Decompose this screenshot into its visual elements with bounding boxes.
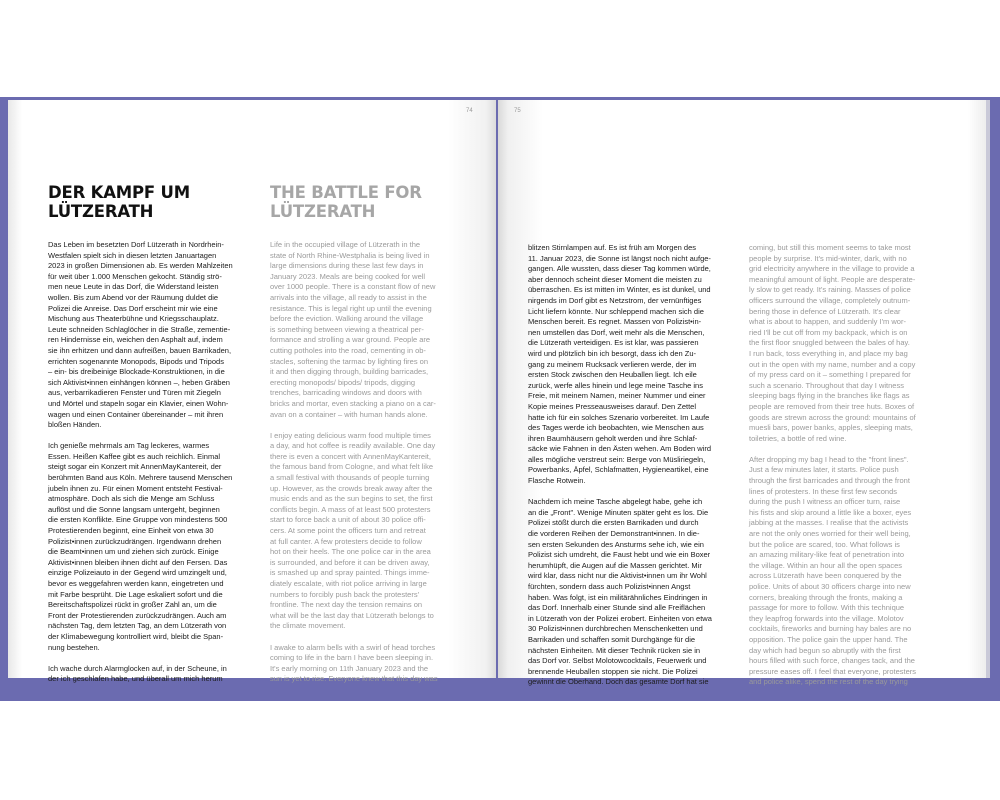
right-page bbox=[498, 100, 987, 687]
title-german: DER KAMPF UM LÜTZERATH bbox=[48, 183, 190, 221]
left-page bbox=[8, 100, 496, 684]
german-text-column-right bbox=[528, 243, 731, 687]
page-number-right: 75 bbox=[514, 108, 521, 114]
english-text-column-left bbox=[270, 240, 473, 684]
paragraph: Nachdem ich meine Tasche abgelegt habe, gehe ich an die „Front". Wenige Minuten später geht es los. Die Polizei stößt durch die ersten Barrikaden und durch die vorderen Reihen der Demonstrant•innen. In die- sen ersten Sekunden des Ansturms sehe ich, wie ein Polizist sich umdreht, die Faust hebt und wie ein Boxer herumhüpft, die Augen auf die Massen gerichtet. Mir wird klar, dass nicht nur die Aktivist•innen um ihr Wohl fürchten, sondern dass auch Polizist•innen Angst haben. Was folgt, ist ein militärähnliches Eindringen in das Dorf. Innerhalb einer Stunde sind alle Freiflächen in Lützerath von der Polizei erobert. Einheiten von etwa 30 Polizist•innen durchbrechen Menschenketten und Barrikaden und schaffen somit Durchgänge für die nächsten Einheiten. Mit dieser Technik rücken sie in das Dorf vor. Selbst Molotowcocktails, Feuerwerk und brennende Heuballen stoppen sie nicht. Die Polizei gewinnt die Oberhand. Doch das gesamte Dorf hat sie bbox=[528, 497, 712, 687]
paragraph: I awake to alarm bells with a swirl of head torches coming to life in the barn I have been sleeping in. It's early morning on 11th January 2023 and the sun is yet to rise. Everyone knew that this day was bbox=[270, 642, 438, 684]
paragraph: blitzen Stirnlampen auf. Es ist früh am Morgen des 11. Januar 2023, die Sonne ist längst noch nicht aufge- gangen. Alle wussten, dass dieser Tag kommen würde, aber dennoch scheint dieser Moment die meisten zu überraschen. Es ist mitten im Winter, es ist dunkel, und nirgends im Dorf gibt es Netzstrom, der vernünftiges Licht liefern könnte. Nur schleppend machen sich die Menschen bereit. Es regnet. Massen von Polizist•in- nen umstellen das Dorf, weit mehr als die Menschen, die Lützerath verteidigen. Es ist klar, was passieren wird und plötzlich bin ich besorgt, dass ich den Zu- gang zu meinem Rucksack verlieren werde, der im ersten Stock zwischen den Heuballen liegt. Ich eile zurück, werfe alles hinein und lege meine Tasche ins Freie, mit meinem Namen, meiner Nummer und einer Kopie meines Presseausweises darauf. Den Zettel hatte ich für ein solches Szenario vorbereitet. Im Laufe des Tages werde ich beobachten, wie Menschen aus ihren Baumhäusern geholt werden und ihre Schlaf- säcke wie Fahnen in den Ästen wehen. Am Boden wird alles mögliche verstreut sein: Berge von Müsliriegeln, Powerbanks, Äpfel, Schlafmatten, Hygieneartikel, eine Flasche Rotwein. bbox=[528, 243, 712, 486]
paragraph: coming, but still this moment seems to take most people by surprise. It's mid-winter, dark, with no grid electricity anywhere in the village to provide a meaningful amount of light. People are desperate- ly slow to get ready. It's raining. Masses of police officers surround the village, completely outnum- bering those in defence of Lützerath. It's clear what is about to happen, and suddenly I'm wor- ried I'll be cut off from my backpack, which is on the first floor snuggled between the bales of hay. I run back, toss everything in, and place my bag out in the open with my name, number and a copy of my press card on it – something I prepared for such a scenario. Throughout that day I witness sleeping bags flying in the branches like flags as people are removed from their tree huts. Boxes of goods are strewn across the ground: mountains of muesli bars, power banks, apples, sleeping mats, toiletries, a bottle of red wine. bbox=[749, 243, 916, 443]
paragraph: Ich wache durch Alarmglocken auf, in der Scheune, in der ich geschlafen habe, und überall um mich herum bbox=[48, 663, 227, 684]
title-english: THE BATTLE FOR LÜTZERATH bbox=[270, 183, 422, 221]
page-stack-edge bbox=[986, 100, 990, 678]
paragraph: Ich genieße mehrmals am Tag leckeres, warmes Essen. Heißen Kaffee gibt es auch reichlich. Einmal steigt sogar ein Konzert mit AnnenMayKantereit, der berühmten Band aus Köln. Mehrere tausend Menschen jubeln ihnen zu. Für einen Moment entsteht Festival- atmosphäre. Doch als sich die Menge am Schluss auflöst und die Sonne langsam untergeht, beginnen die ersten Konflikte. Eine Gruppe von mindestens 500 Protestierenden beginnt, eine Einheit von etwa 30 Polizist•innen zurückzudrängen. Irgendwann drehen die Beamt•innen um und ziehen sich zurück. Einige Aktivist•innen bleiben ihnen dicht auf den Fersen. Das einzige Polizeiauto in der Gegend wird umzingelt und, bevor es weggefahren werden kann, eingetreten und mit Farbe besprüht. Die Lage eskaliert sofort und die Bereitschaftspolizei rückt in großer Zahl an, um die Front der Protestierenden zurückzudrängen. Auch am nächsten Tag, dem letzten Tag, an dem Lützerath von der Klimabewegung kontrolliert wird, bleibt die Span- nung bestehen. bbox=[48, 441, 233, 652]
page-number-left: 74 bbox=[466, 108, 473, 114]
paragraph: I enjoy eating delicious warm food multiple times a day, and hot coffee is readily available. One day there is even a concert with AnnenMayKantereit, the famous band from Cologne, and what felt like a small festival with thousands of people turning up. However, as the crowds break away after the music ends and as the sun begins to set, the first conflicts begin. A mass of at least 500 protesters start to force back a unit of about 30 police offi- cers. At some point the officers turn and retreat at full canter. A few protesters decide to follow hot on their heels. The one police car in the area is surrounded, and before it can be driven away, is smashed up and spray painted. Things imme- diately escalate, with riot police arriving in large numbers to forcibly push back the protesters' frontline. The next day the tension remains on what will be the last day that Lützerath belongs to the climate movement. bbox=[270, 430, 436, 631]
english-text-column-right bbox=[749, 243, 952, 687]
paragraph: Life in the occupied village of Lützerath in the state of North Rhine-Westphalia is being lived in large dimensions during these last few days in January 2023. Meals are being cooked for well over 1000 people. There is a constant flow of new arrivals into the village, all ready to assist in the resistance. This is legal right up until the evening before the eviction. Walking around the village is something between viewing a theatrical per- formance and strolling a war ground. People are cutting potholes into the road, cementing in ob- stacles, softening the tarmac by lighting fires on it and then digging through, building barricades, erecting monopods/ bipods/ tripods, digging trenches, barricading windows and doors with bricks and mortar, even stacking a piano on a car- avan on a container – with human hands alone. bbox=[270, 240, 436, 419]
paragraph: After dropping my bag I head to the "front lines". Just a few minutes later, it starts. Police push through the first barricades and through the front lines of protesters. In these first few seconds during the push I witness an officer turn, raise his fists and skip around a little like a boxer, eyes jabbing at the masses. I realise that the activists are not the only ones worried for their well being, but the police are scared, too. What follows is an amazing military-like feat of penetration into the village. Within an hour all the open spaces across Lützerath have been conquered by the police. Units of about 30 officers charge into new corners, breaking through the fronts, making a passage for more to follow. With this technique they leapfrog forwards into the village. Molotov cocktails, fireworks and burning hay bales are no opposition. The police gain the upper hand. The day which had begun so abruptly with the first hours filled with such force, changes tack, and the pressure eases off. I feel that everyone, protesters and police alike, spend the rest of the day trying bbox=[749, 454, 917, 687]
paragraph: Das Leben im besetzten Dorf Lützerath in Nordrhein- Westfalen spielt sich in diesen letzten Januartagen 2023 in großen Dimensionen ab. Es werden Mahlzeiten für weit über 1.000 Menschen gekocht. Ständig strö- men neue Leute in das Dorf, die Widerstand leisten wollen. Bis zum Abend vor der Räumung duldet die Polizei die Anreise. Das Dorf erscheint mir wie eine Mischung aus Theaterbühne und Kriegsschauplatz. Leute schneiden Schlaglöcher in die Straße, zementie- ren Hindernisse ein, weichen den Asphalt auf, indem sie ihn erhitzen und dann aufreißen, bauen Barrikaden, errichten sogenannte Monopods, Bipods und Tripods – ein- bis dreibeinige Blockade-Konstruktionen, in die sich Aktivist•innen einhängen können –, heben Gräben aus, verbarrikadieren Fenster und Türen mit Ziegeln und Mörtel und stapeln sogar ein Klavier, einen Wohn- wagen und einen Container übereinander – mit ihren bloßen Händen. bbox=[48, 240, 233, 430]
german-text-column-left bbox=[48, 240, 251, 684]
